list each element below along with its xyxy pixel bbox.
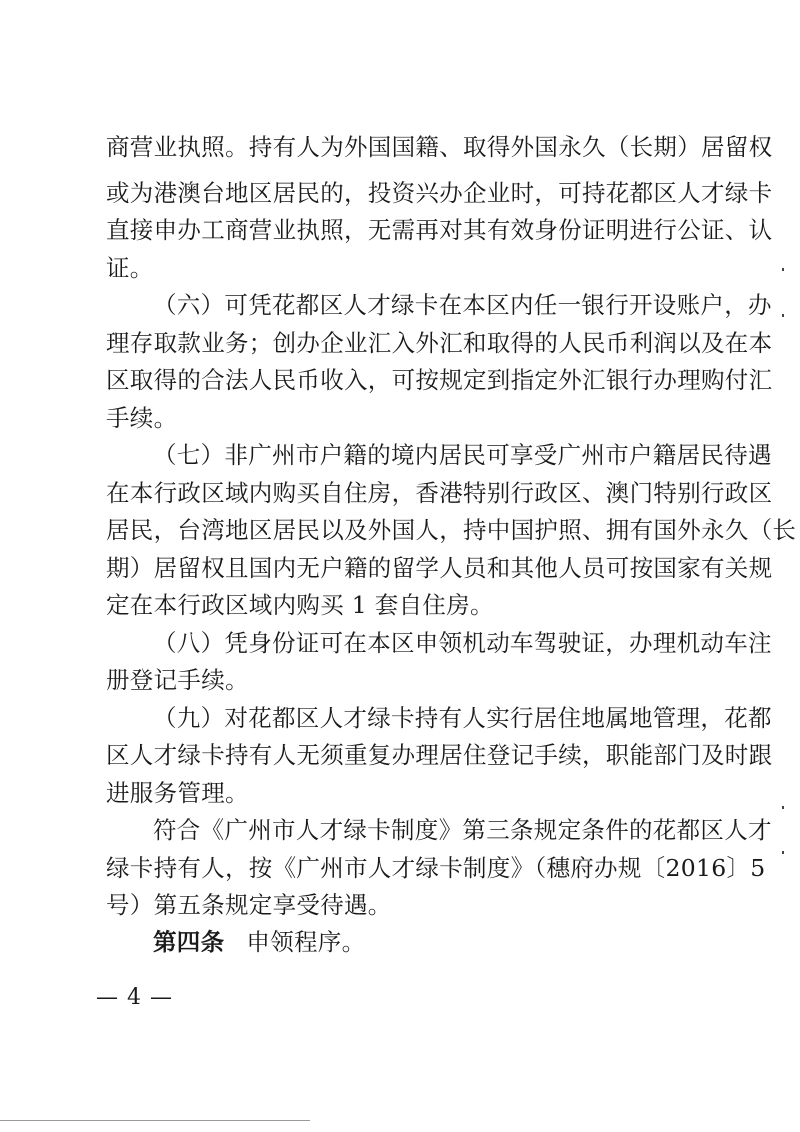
text-line: 期）居留权且国内无户籍的留学人员和其他人员可按国家有关规 [106, 554, 773, 582]
scan-mark [782, 314, 784, 317]
article-title: 申领程序。 [246, 928, 366, 956]
text-line: （八）凭身份证可在本区申领机动车驾驶证，办理机动车注 [153, 629, 772, 657]
text-line: 册登记手续。 [106, 666, 249, 694]
text-line: （六）可凭花都区人才绿卡在本区内任一银行开设账户，办 [153, 291, 772, 319]
text-line: 定在本行政区域内购买 1 套自住房。 [106, 591, 494, 619]
text-line: 居民，台湾地区居民以及外国人，持中国护照、拥有国外永久（长 [106, 516, 797, 544]
text-line: 在本行政区域内购买自住房，香港特别行政区、澳门特别行政区 [106, 479, 773, 507]
text-line: 理存取款业务；创办企业汇入外汇和取得的人民币利润以及在本 [106, 329, 773, 357]
scan-mark [782, 268, 784, 271]
text-line: 绿卡持有人，按《广州市人才绿卡制度》（穗府办规〔2016〕5 [106, 854, 766, 882]
text-line: 证。 [106, 254, 154, 282]
text-line: 或为港澳台地区居民的，投资兴办企业时，可持花都区人才绿卡 [106, 179, 773, 207]
text-line: 进服务管理。 [106, 779, 249, 807]
text-line: 直接申办工商营业执照，无需再对其有效身份证明进行公证、认 [106, 216, 773, 244]
text-line: 商营业执照。持有人为外国国籍、取得外国永久（长期）居留权 [106, 133, 773, 161]
text-line: 区人才绿卡持有人无须重复办理居住登记手续，职能部门及时跟 [106, 741, 773, 769]
text-line: 符合《广州市人才绿卡制度》第三条规定条件的花都区人才 [153, 816, 772, 844]
article-number: 第四条 [153, 928, 225, 956]
text-line: （七）非广州市户籍的境内居民可享受广州市户籍居民待遇 [153, 441, 772, 469]
scan-mark [782, 806, 784, 809]
scan-mark [782, 851, 784, 854]
text-line: 手续。 [106, 404, 178, 432]
article-heading [153, 927, 696, 957]
text-line: （九）对花都区人才绿卡持有人实行居住地属地管理，花都 [153, 704, 772, 732]
page-number: — 4 — [96, 985, 173, 1010]
scan-edge-line [0, 1120, 310, 1121]
text-line: 区取得的合法人民币收入，可按规定到指定外汇银行办理购付汇 [106, 366, 773, 394]
text-line: 号）第五条规定享受待遇。 [106, 891, 392, 919]
